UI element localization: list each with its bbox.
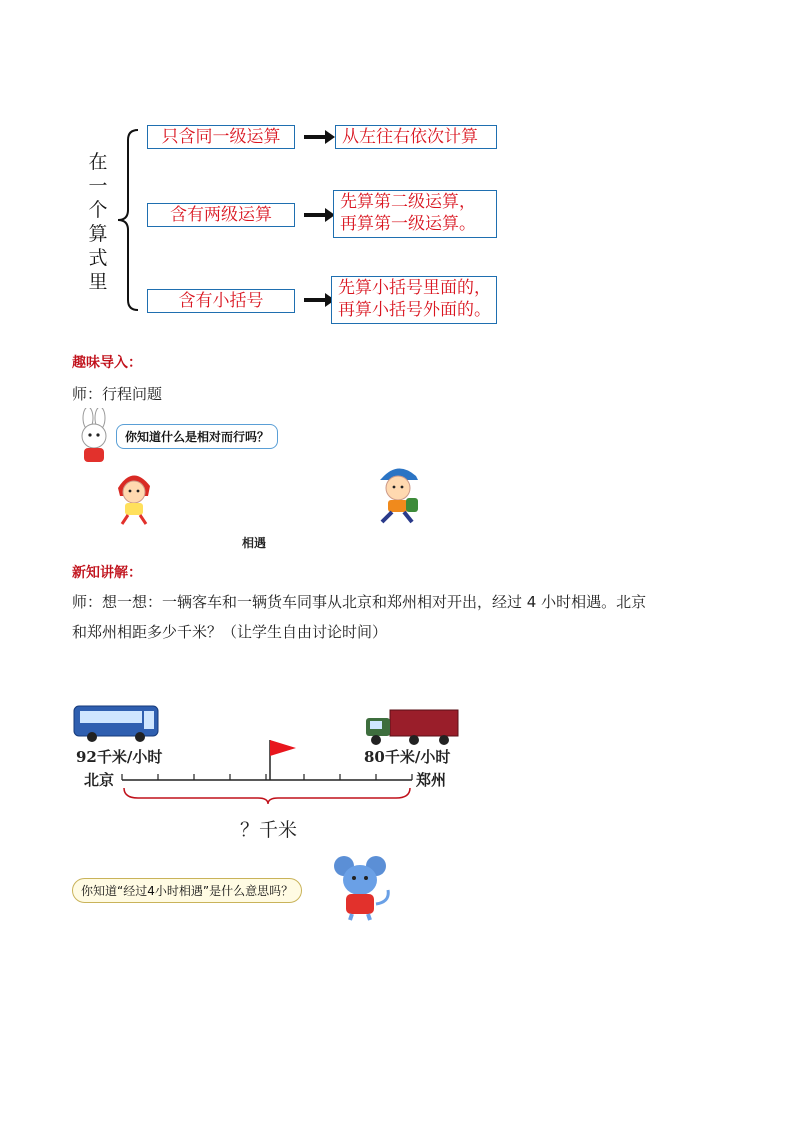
distance-label: ？千米 [240, 819, 298, 841]
curly-brace [108, 126, 148, 316]
rabbit-icon [72, 408, 116, 464]
problem-line-1: 师：想一想：一辆客车和一辆货车同事从北京和郑州相对开出，经过 4 小时相遇。北京 [72, 593, 647, 611]
vertical-label-char: 个 [88, 199, 108, 221]
girl-icon [108, 466, 158, 526]
vertical-label-char: 算 [88, 223, 108, 245]
right-city: 郑州 [416, 771, 447, 789]
right-speed: 80千米/小时 [364, 748, 451, 766]
vertical-label [86, 150, 110, 294]
arrow-right-icon [304, 213, 326, 217]
vertical-label-char: 里 [88, 271, 108, 293]
rule-3-line-2: 再算小括号外面的。 [338, 300, 491, 320]
rule-2-line-2: 再算第一级运算。 [340, 214, 476, 234]
condition-box-1: 只含同一级运算 [147, 125, 295, 149]
vertical-label-char: 在 [88, 151, 108, 173]
section-heading-new: 新知讲解： [72, 565, 142, 581]
mouse-icon [330, 852, 394, 922]
boy-icon [372, 460, 424, 526]
route-line [118, 736, 418, 806]
left-city: 北京 [84, 771, 115, 789]
condition-box-2: 含有两级运算 [147, 203, 295, 227]
problem-line-2: 和郑州相距多少千米？（让学生自由讨论时间） [72, 623, 388, 641]
distance-brace [124, 788, 410, 804]
rule-box-2 [333, 190, 497, 238]
rule-1-line-1: 从左往右依次计算 [342, 127, 478, 147]
speech-bubble-intro: 你知道什么是相对而行吗？ [116, 424, 278, 449]
intro-text: 师：行程问题 [72, 385, 163, 403]
vertical-label-char: 式 [88, 247, 108, 269]
left-speed: 92千米/小时 [76, 748, 163, 766]
arrow-right-icon [304, 135, 326, 139]
rule-3-line-1: 先算小括号里面的， [338, 278, 491, 298]
section-heading-intro: 趣味导入： [72, 355, 142, 371]
rule-box-1 [335, 125, 497, 149]
vertical-label-char: 一 [88, 175, 108, 197]
condition-box-3: 含有小括号 [147, 289, 295, 313]
meet-caption: 相遇 [242, 536, 267, 550]
flag-icon [270, 740, 296, 756]
arrow-right-icon [304, 298, 326, 302]
speech-bubble-question: 你知道“经过4小时相遇”是什么意思吗？ [72, 878, 302, 903]
rule-2-line-1: 先算第二级运算， [340, 192, 476, 212]
rule-box-3 [331, 276, 497, 324]
